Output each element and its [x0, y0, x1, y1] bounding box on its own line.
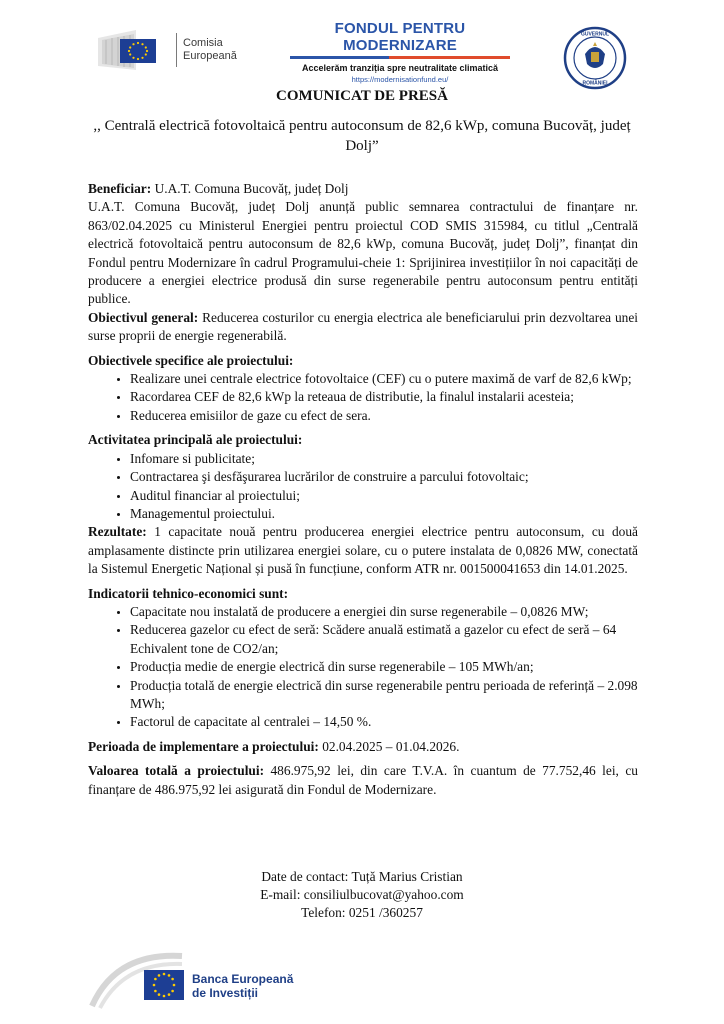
list-item: • Capacitate nou instalată de producere a energiei din surse regenerabile – 0,0826 MW;: [130, 603, 638, 621]
announcement-paragraph: U.A.T. Comuna Bucovăț, județ Dolj anunță public semnarea contractului de finanțare nr. 863/02.04.2025 cu Ministerul Energiei pentru proiectul COD SMIS 315984, cu titlul „Centrală electrică fotovoltaică pentru autoconsum de 82,6 kWp, comuna Bucovăț, județ Dolj”, finanțat din Fondul pentru Modernizare în cadrul Programului-cheie 1: Sprijinirea investițiilor în noi capacități de producere a energiei electrice produsă din surse regenerabile pentru autoconsum pentru entități publice.: [88, 199, 638, 307]
fund-tagline: Accelerăm tranziția spre neutralitate climatică: [301, 63, 499, 73]
general-objective-value: Reducerea costurilor cu energia electrica ale beneficiarului prin dezvoltarea unei surse proprii de energie regenerabilă.: [88, 309, 638, 344]
list-item: • Producția medie de energie electrică din surse regenerabile – 105 MWh/an;: [130, 658, 638, 676]
fund-url: https://modernisationfund.eu/: [351, 75, 449, 84]
beneficiary-value: U.A.T. Comuna Bucovăț, județ Dolj: [151, 181, 349, 196]
page-title: COMUNICAT DE PRESĂ: [276, 88, 448, 104]
beneficiary-line: [88, 180, 638, 198]
contact-block: [0, 868, 724, 922]
list-item: • Contractarea şi desfăşurarea lucrărilor de construire a parcului fotovoltaic;: [130, 468, 638, 486]
list-item: • Auditul financiar al proiectului;: [130, 487, 638, 505]
total-value-value: 486.975,92 lei, din care T.V.A. în cuantum de 77.752,46 lei, cu finanțare de 486.975,92 lei asigurată din Fondul de Modernizare.: [88, 763, 638, 797]
list-item: • Managementul proiectului.: [130, 505, 638, 523]
period-value: 02.04.2025 – 01.04.2026.: [318, 738, 460, 754]
list-item: • Reducerea emisiilor de gaze cu efect de sera.: [130, 407, 638, 425]
press-release-body: [88, 180, 638, 799]
contact-email: E-mail: consiliulbucovat@yahoo.com: [260, 887, 464, 902]
results-value: 1 capacitate nouă pentru producerea energiei electrice pentru autoconsum, cu două amplasamente distincte prin utilizarea energiei solare, cu o putere instalata de 0,0826 MW, conectată la Sistemul Energetic Național și pusă în funcțiune, conform ATR nr. 001500041653 din 14.01.2025.: [88, 524, 638, 577]
list-item: • Factorul de capacitate al centralei – 14,50 %.: [130, 713, 638, 731]
ec-logo-line2: Europeană: [183, 50, 237, 62]
results-paragraph: [88, 523, 638, 578]
ec-building-icon: [96, 28, 174, 72]
contact-phone: Telefon: 0251 /360257: [301, 905, 423, 920]
european-commission-logo: [96, 28, 237, 72]
project-subtitle: ,, Centrală electrică fotovoltaică pentru autoconsum de 82,6 kWp, comuna Bucovăț, județ Dolj”: [93, 118, 631, 154]
indicators-heading: Indicatorii tehnico-economici sunt:: [88, 585, 289, 601]
svg-text:ROMÂNIEI: ROMÂNIEI: [582, 80, 608, 87]
implementation-period: [88, 738, 638, 756]
total-value-label: Valoarea totală a proiectului:: [88, 763, 265, 779]
contact-person: Date de contact: Tuță Marius Cristian: [261, 869, 463, 884]
svg-text:GUVERNUL: GUVERNUL: [580, 31, 610, 38]
list-item: • Realizare unei centrale electrice fotovoltaice (CEF) cu o putere maximă de varf de 82,6 kWp;: [130, 370, 638, 388]
list-item: • Producția totală de energie electrică din surse regenerabile pentru perioada de referință – 2.098 MWh;: [130, 677, 638, 714]
header-logos: [0, 14, 724, 87]
general-objective-label: Obiectivul general:: [88, 309, 199, 325]
logo-divider: [176, 33, 177, 67]
ec-logo-line1: Comisia: [183, 37, 223, 49]
modernisation-fund-logo: [280, 20, 520, 84]
ec-logo-text: [183, 37, 237, 63]
beneficiary-label: Beneficiar:: [88, 181, 152, 196]
eib-logo-text: [192, 972, 293, 1000]
eib-line1: Banca Europeană: [192, 972, 294, 986]
eib-logo: [86, 944, 346, 1014]
fund-underline: [290, 56, 510, 59]
government-seal-icon: [563, 26, 627, 90]
main-activities-heading: Activitatea principală ale proiectului:: [88, 432, 303, 448]
fund-title: FONDUL PENTRU MODERNIZARE: [334, 20, 466, 54]
period-label: Perioada de implementare a proiectului:: [88, 738, 319, 754]
list-item: • Reducerea gazelor cu efect de seră: Scădere anuală estimată a gazelor cu efect de seră – 64 Echivalent tone de CO2/an;: [130, 621, 638, 658]
list-item: • Infomare si publicitate;: [130, 450, 638, 468]
indicators-list: [88, 603, 638, 732]
specific-objectives-heading: Obiectivele specifice ale proiectului:: [88, 352, 294, 368]
specific-objectives-list: [88, 370, 638, 425]
eib-arc-flag-icon: [86, 944, 186, 1014]
list-item: • Racordarea CEF de 82,6 kWp la reteaua de distributie, la finalul instalarii acesteia;: [130, 388, 638, 406]
general-objective: [88, 309, 638, 346]
eib-line2: de Investiții: [192, 986, 259, 1000]
main-activities-list: [88, 450, 638, 524]
results-label: Rezultate:: [88, 524, 147, 540]
total-value-paragraph: [88, 762, 638, 799]
